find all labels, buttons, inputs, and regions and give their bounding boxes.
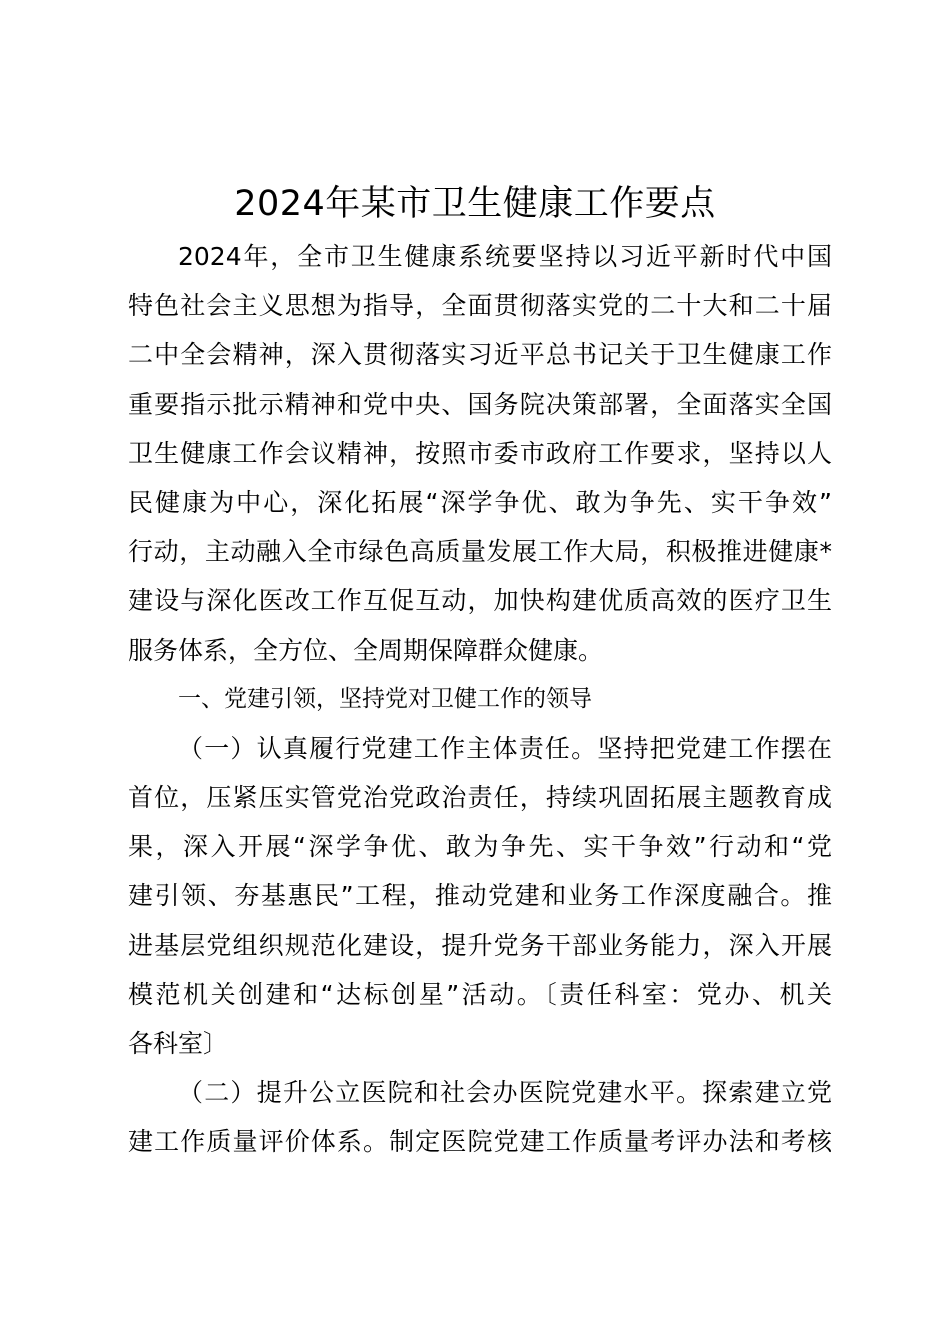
paragraph-line: 建设与深化医改工作互促互动，加快构建优质高效的医疗卫生 <box>128 586 832 616</box>
paragraph-line: 首位，压紧压实管党治党政治责任，持续巩固拓展主题教育成 <box>128 783 832 813</box>
paragraph-line: 各科室〕 <box>128 1029 229 1058</box>
paragraph-line: 建引领、夯基惠民”工程，推动党建和业务工作深度融合。推 <box>128 881 832 911</box>
document-title: 2024年某市卫生健康工作要点 <box>234 184 716 224</box>
paragraph-line: 进基层党组织规范化建设，提升党务干部业务能力，深入开展 <box>128 930 832 960</box>
paragraph-line: 二中全会精神，深入贯彻落实习近平总书记关于卫生健康工作 <box>128 340 832 370</box>
paragraph-line: 特色社会主义思想为指导，全面贯彻落实党的二十大和二十届 <box>128 291 832 321</box>
paragraph-line: （二）提升公立医院和社会办医院党建水平。探索建立党 <box>178 1078 832 1108</box>
paragraph-line: 卫生健康工作会议精神，按照市委市政府工作要求，坚持以人 <box>128 438 832 468</box>
paragraph-line: （一）认真履行党建工作主体责任。坚持把党建工作摆在 <box>178 733 832 763</box>
paragraph-line: 果，深入开展“深学争优、敢为争先、实干争效”行动和“党 <box>128 832 832 862</box>
paragraph-line: 民健康为中心，深化拓展“深学争优、敢为争先、实干争效” <box>128 487 832 517</box>
paragraph-line: 行动，主动融入全市绿色高质量发展工作大局，积极推进健康* <box>128 537 832 567</box>
paragraph-line: 服务体系，全方位、全周期保障群众健康。 <box>128 635 604 665</box>
section-heading: 一、党建引领，坚持党对卫健工作的领导 <box>178 685 592 712</box>
paragraph-line: 2024年，全市卫生健康系统要坚持以习近平新时代中国 <box>178 242 832 271</box>
document-body <box>128 232 832 1167</box>
paragraph-line: 重要指示批示精神和党中央、国务院决策部署，全面落实全国 <box>128 389 832 419</box>
paragraph-line: 建工作质量评价体系。制定医院党建工作质量考评办法和考核 <box>128 1127 832 1157</box>
paragraph-line: 模范机关创建和“达标创星”活动。〔责任科室：党办、机关 <box>128 979 832 1009</box>
